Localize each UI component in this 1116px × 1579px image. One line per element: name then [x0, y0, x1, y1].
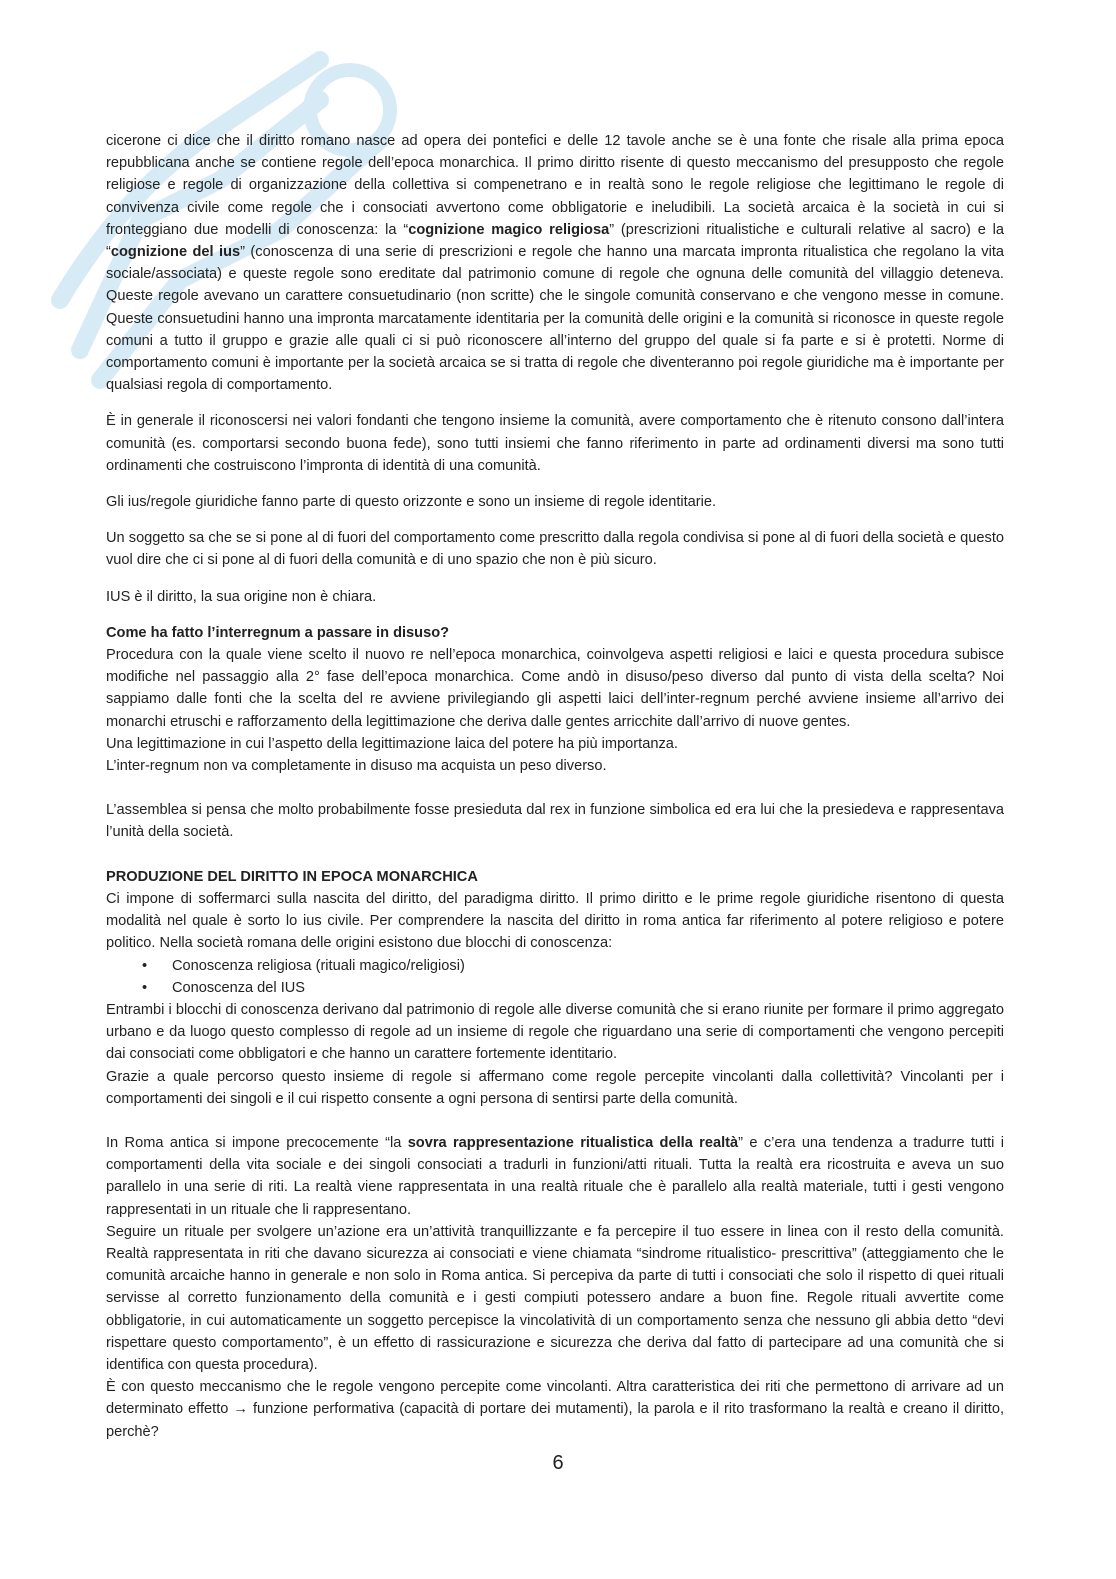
term-cognizione-magico-religiosa: cognizione magico religiosa — [408, 221, 610, 238]
p1-text-a: cicerone ci dice che il diritto romano nasce ad opera dei pontefici e delle 12 tavole anche se è una fonte che risale alla prima epoca repubblicana anche se contiene regole dell’epoca monarchica. Il primo diritto risente di questo meccanismo del presupposto che regole religiose e regole di organizzazione della collettiva si compenetrano e in realtà sono le regole religiose che legittimano le regole di convivenza civile come regole che i consociati avvertono come obbligatorie e ineludibili. La società arcaica è la società in cui si fronteggiano due modelli di conoscenza: la “ — [106, 133, 1004, 238]
paragraph-3: Gli ius/regole giuridiche fanno parte di questo orizzonte e sono un insieme di regole identitarie. — [106, 494, 717, 511]
ritual-paragraph-2: Seguire un rituale per svolgere un’azione era un’attività tranquillizzante e fa percepire il tuo essere in linea con il resto della comunità. Realtà rappresentata in riti che davano sicurezza ai consociati e viene chiamata “sindrome ritualistico- prescrittiva” (atteggiamento che le comunità arcaiche hanno in generale e non solo in Roma antica. Si percepiva da parte di tutti i consociati che solo il rispetto di quei rituali servisse al corretto funzionamento della comunità e i gesti compiuti potessero andare a buon fine. Regole rituali avvertite come obbligatorie, in cui automaticamente un soggetto percepisce la vincolatività di un comportamento senza che nessuno gli abbia detto “devi rispettare questo comportamento”, è un effetto di rassicurazione e sicurezza che deriva dal fatto di partecipare ad una comunità che si identifica con questa procedura). — [106, 1223, 1004, 1373]
assembly-paragraph: L’assemblea si pensa che molto probabilmente fosse presieduta dal rex in funzione simbolica ed era lui che la presiedeva e rappresentava l’unità della società. — [106, 802, 1004, 841]
section-heading-interregnum: Come ha fatto l’interregnum a passare in disuso? — [106, 624, 450, 641]
list-item: • Conoscenza del IUS — [172, 977, 1004, 999]
ritual-text-c: È con questo meccanismo che le regole vengono percepite come vincolanti. Altra caratteristica dei riti che permettono di arrivare ad un determinato effetto — [106, 1379, 1004, 1418]
document-page — [106, 130, 1004, 1443]
section-heading-produzione: PRODUZIONE DEL DIRITTO IN EPOCA MONARCHICA — [106, 868, 478, 885]
knowledge-list — [106, 955, 1004, 999]
page-number: 6 — [552, 1452, 564, 1474]
produzione-paragraph-2: Entrambi i blocchi di conoscenza derivano dal patrimonio di regole alle diverse comunità che si erano riunite per formare il primo aggregato urbano e da luogo questo complesso di regole ad un insieme di regole che riguardano una serie di comportamenti che vengono percepiti dai consociati come obbligatori e che hanno un carattere fortemente identitario. — [106, 1001, 1004, 1063]
ritual-text-d: funzione performativa (capacità di portare dei mutamenti), la parola e il rito trasformano la realtà e creano il diritto, perchè? — [106, 1401, 1004, 1440]
paragraph-1 — [106, 130, 1004, 396]
ritual-text-a: In Roma antica si impone precocemente “la — [106, 1134, 408, 1151]
ritual-paragraph-1 — [106, 1132, 1004, 1221]
ritual-paragraph-3 — [106, 1376, 1004, 1443]
term-sovra-rappresentazione: sovra rappresentazione ritualistica della realtà — [407, 1134, 739, 1151]
interregnum-line-1: Procedura con la quale viene scelto il nuovo re nell’epoca monarchica, coinvolgeva aspetti religiosi e laici e questa procedura subisce modifiche nel passaggio alla 2° fase dell’epoca monarchica. Come andò in disuso/peso diverso dal punto di vista della scelta? Noi sappiamo dalle fonti che la scelta del re avviene privilegiando gli aspetti laici dell’inter-regnum perché avviene insieme all’arrivo dei monarchi etruschi e rafforzamento della legittimazione che deriva dalle gentes arricchite dall’arrivo di nuove gentes. — [106, 647, 1004, 730]
arrow-right-icon: → — [233, 1401, 248, 1418]
produzione-paragraph-3: Grazie a quale percorso questo insieme di regole si affermano come regole percepite vincolanti dalla collettività? Vincolanti per i comportamenti dei singoli e il cui rispetto consente a ogni persona di sentirsi parte della comunità. — [106, 1068, 1004, 1107]
paragraph-5: IUS è il diritto, la sua origine non è chiara. — [106, 588, 377, 605]
p1-text-b: ” (prescrizioni ritualistiche e culturali relative al sacro) e la “ — [106, 221, 1004, 261]
p1-text-c: ” (conoscenza di una serie di prescrizioni e regole che hanno una marcata impronta ritualistica che regolano la vita sociale/associata) e queste regole sono ereditate dal patrimonio comune di regole che ognuna delle comunità del villaggio deteneva. Queste regole avevano un carattere consuetudinario (non scritte) che le singole comunità conservano e che vengono messe in comune. Queste consuetudini hanno una impronta marcatamente identitaria per la comunità delle origini e la comunità si riconosce in queste regole comuni a tutto il gruppo e grazie alle quali ci si può riconoscere all’interno del gruppo del quale si fa parte e si è protetti. Norme di comportamento comuni è importante per la società arcaica se si tratta di regole che diventeranno poi regole giuridiche ma è importante per qualsiasi regola di comportamento. — [106, 244, 1004, 394]
interregnum-line-2: Una legittimazione in cui l’aspetto della legittimazione laica del potere ha più importanza. — [106, 735, 678, 752]
interregnum-line-3: L’inter-regnum non va completamente in disuso ma acquista un peso diverso. — [106, 758, 607, 775]
produzione-intro: Ci impone di soffermarci sulla nascita del diritto, del paradigma diritto. Il primo diritto e le prime regole giuridiche risentono di questa modalità nel quale è sorto lo ius civile. Per comprendere la nascita del diritto in roma antica far riferimento al potere religioso e potere politico. Nella società romana delle origini esistono due blocchi di conoscenza: — [106, 890, 1004, 952]
ritual-text-b: ” e c’era una tendenza a tradurre tutti i comportamenti della vita sociale e dei singoli consociati a tradurli in funzioni/atti rituali. Tutta la realtà era ricostruita e aveva un suo parallelo in una serie di riti. La realtà viene rappresentata in una realtà rituale che è parallelo alla realtà materiale, tutti i gesti vengono rappresentati in un rituale che li rappresentano. — [106, 1134, 1005, 1218]
list-item: • Conoscenza religiosa (rituali magico/religiosi) — [172, 955, 1004, 977]
paragraph-4: Un soggetto sa che se si pone al di fuori del comportamento come prescritto dalla regola condivisa si pone al di fuori della società e questo vuol dire che ci si pone al di fuori della comunità e di uno spazio che non è più sicuro. — [106, 530, 1004, 569]
term-cognizione-del-ius: cognizione del ius — [110, 244, 241, 261]
paragraph-2: È in generale il riconoscersi nei valori fondanti che tengono insieme la comunità, avere comportamento che è ritenuto consono dall’intera comunità (es. comportarsi secondo buona fede), sono tutti insiemi che fanno riferimento in parte ad ordinamenti diversi ma sono tutti ordinamenti che costruiscono l’impronta di identità di una comunità. — [106, 413, 1004, 474]
